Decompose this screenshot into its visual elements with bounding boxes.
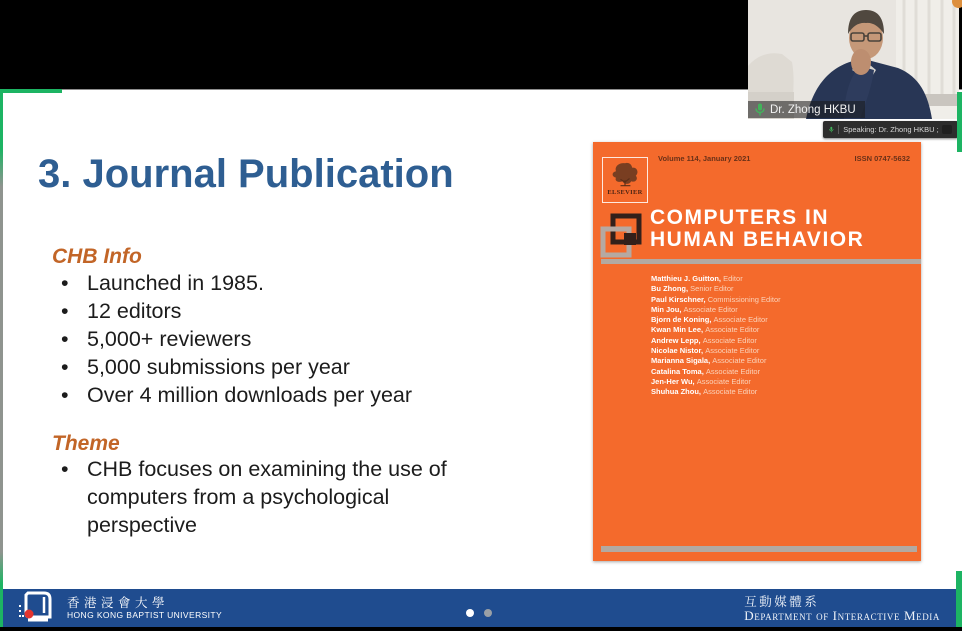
cover-volume: Volume 114, January 2021 xyxy=(658,154,751,163)
cover-title-line2: HUMAN BEHAVIOR xyxy=(650,227,865,251)
screen-share-border-right-bottom xyxy=(956,571,962,627)
editor-role: Associate Editor xyxy=(713,315,768,325)
speaking-banner xyxy=(823,121,958,138)
cover-title xyxy=(650,207,864,250)
theme-bullet-list xyxy=(53,455,493,539)
participant-video[interactable] xyxy=(748,0,959,119)
slide-pagination xyxy=(466,609,492,617)
editor-role: Associate Editor xyxy=(696,376,751,386)
speaking-text: Speaking: Dr. Zhong HKBU ; xyxy=(843,125,939,134)
section-heading-chb-info: CHB Info xyxy=(52,245,142,268)
editors-list xyxy=(651,274,781,398)
editor-row xyxy=(651,377,781,387)
bullet-item: • 5,000+ reviewers xyxy=(53,325,533,353)
microphone-icon xyxy=(755,103,765,116)
hkbu-logo xyxy=(18,591,58,625)
editor-name: Catalina Toma , xyxy=(651,367,706,376)
editor-role: Associate Editor xyxy=(705,325,760,335)
department-name-cn: 互動媒體系 xyxy=(744,595,820,609)
editor-row xyxy=(651,295,781,305)
pagination-dot-1[interactable] xyxy=(466,609,474,617)
screen-share-border-top xyxy=(0,89,62,93)
editor-role: Editor xyxy=(723,274,743,283)
cover-divider-top xyxy=(601,259,921,264)
editor-row xyxy=(651,305,781,315)
bullet-item: • Over 4 million downloads per year xyxy=(53,381,533,409)
editor-role: Associate Editor xyxy=(705,346,760,356)
editor-row xyxy=(651,367,781,377)
editor-role: Associate Editor xyxy=(712,356,767,366)
slide-footer-bar xyxy=(0,589,962,627)
participant-name-label xyxy=(748,101,865,118)
editor-row xyxy=(651,315,781,325)
elsevier-label: ELSEVIER xyxy=(607,189,643,196)
separator xyxy=(838,125,839,134)
bullet-item: • 5,000 submissions per year xyxy=(53,353,533,381)
university-branding xyxy=(18,591,222,625)
chb-journal-logo-icon xyxy=(599,213,645,259)
editor-name: Kwan Min Lee , xyxy=(651,325,705,334)
editor-row xyxy=(651,356,781,366)
editor-role: Associate Editor xyxy=(705,366,761,376)
editor-role: Commissioning Editor xyxy=(707,294,781,304)
editor-name: Marianna Sigala , xyxy=(651,356,712,365)
bullet-item: • CHB focuses on examining the use of computers from a psychological perspective xyxy=(53,455,493,539)
editor-name: Bjorn de Koning , xyxy=(651,315,714,324)
editor-role: Associate Editor xyxy=(702,335,757,345)
chb-info-bullet-list xyxy=(53,269,533,409)
slide-title: 3. Journal Publication xyxy=(38,152,454,196)
editor-role: Associate Editor xyxy=(683,304,738,314)
screen-share-border-right-top xyxy=(957,92,962,152)
editor-name: Paul Kirschner , xyxy=(651,295,708,304)
editor-row xyxy=(651,346,781,356)
editor-row xyxy=(651,387,781,397)
elsevier-logo xyxy=(602,157,648,203)
editor-name: Min Jou , xyxy=(651,305,684,314)
editor-name: Matthieu J. Guitton , xyxy=(651,274,723,283)
pagination-dot-2[interactable] xyxy=(484,609,492,617)
bullet-item: • Launched in 1985. xyxy=(53,269,533,297)
editor-role: Senior Editor xyxy=(690,284,734,294)
cover-title-line1: COMPUTERS IN xyxy=(650,206,830,229)
microphone-icon xyxy=(829,124,834,135)
journal-cover xyxy=(593,142,921,561)
editor-row xyxy=(651,274,781,284)
editor-name: Nicolae Nistor , xyxy=(651,346,705,355)
editor-row xyxy=(651,284,781,294)
university-name-cn: 香港浸會大學 xyxy=(67,596,170,610)
participant-name: Dr. Zhong HKBU xyxy=(770,103,856,116)
editor-name: Bu Zhong , xyxy=(651,284,690,293)
blurred-text xyxy=(942,125,952,134)
editor-row xyxy=(651,336,781,346)
department-name-en: Department of Interactive Media xyxy=(744,608,940,623)
university-name-en: HONG KONG BAPTIST UNIVERSITY xyxy=(67,610,223,620)
editor-role: Associate Editor xyxy=(703,387,758,397)
cover-issn: ISSN 0747-5632 xyxy=(854,154,910,163)
elsevier-tree-icon xyxy=(607,160,643,188)
section-heading-theme: Theme xyxy=(52,432,120,455)
bullet-item: • 12 editors xyxy=(53,297,533,325)
department-branding xyxy=(744,595,940,622)
editor-name: Andrew Lepp , xyxy=(651,336,703,345)
editor-name: Shuhua Zhou , xyxy=(651,387,703,396)
editor-name: Jen-Her Wu , xyxy=(651,377,697,386)
cover-divider-bottom xyxy=(601,546,917,552)
editor-row xyxy=(651,325,781,335)
screen-share-border-left xyxy=(0,90,3,627)
